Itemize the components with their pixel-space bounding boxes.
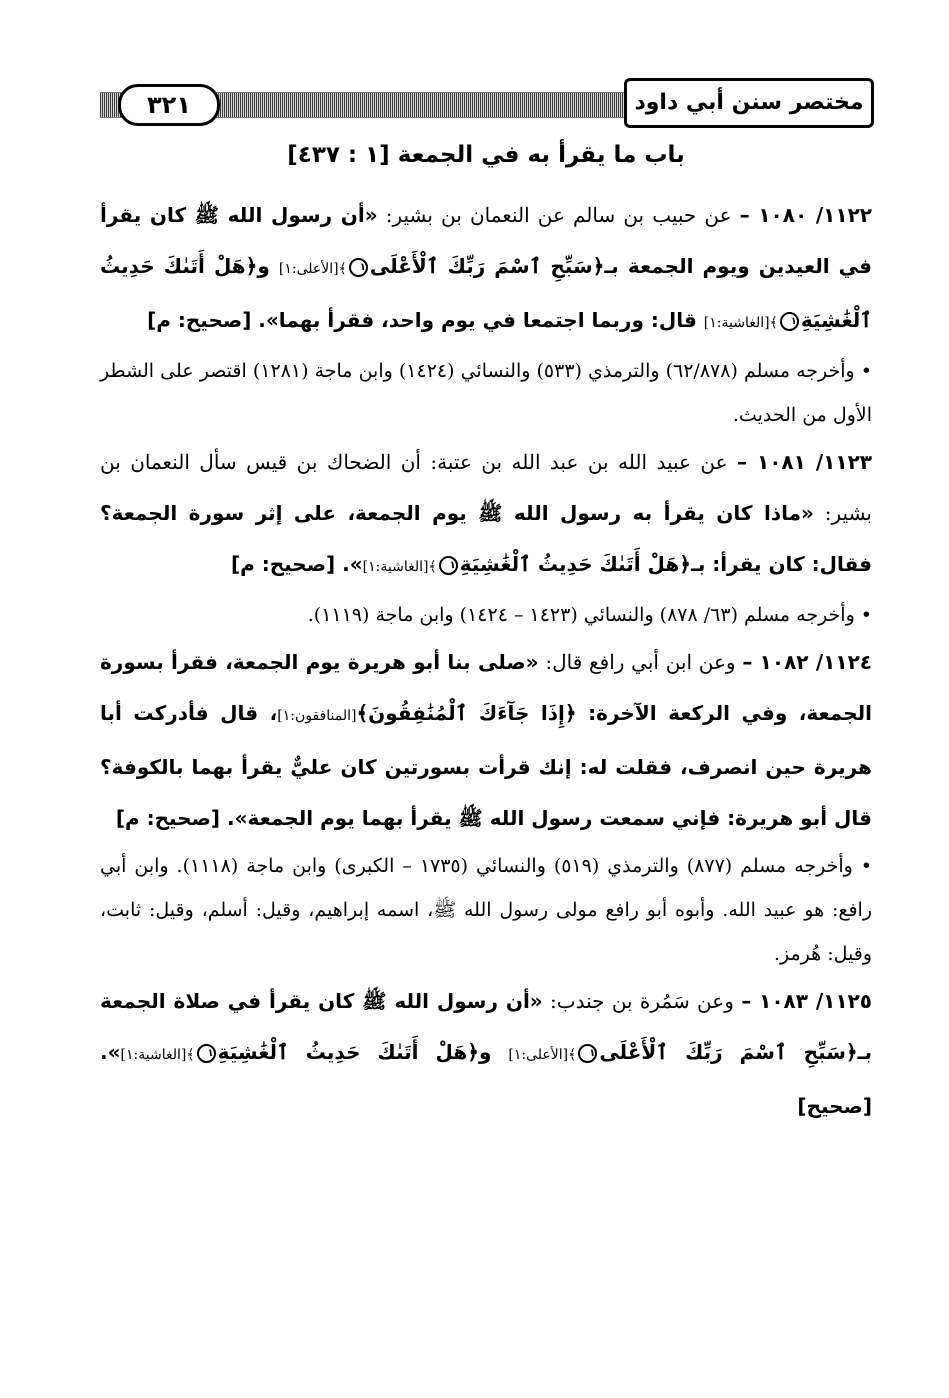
quran-verse: ﴿سَبِّحِ ٱسْمَ رَبِّكَ ٱلْأَعْلَى [599,1040,858,1064]
hadith-chain: وعن سَمُرة بن جندب: [542,989,742,1013]
book-title: مختصر سنن أبي داود [624,78,874,128]
hadith-number: ١١٢٤/ ١٠٨٢ – [742,650,872,674]
quran-verse: ﴿إِذَا جَآءَكَ ٱلْمُنَٰفِقُونَ﴾ [356,701,577,725]
takhrij-note-1123: • وأخرجه مسلم (٦٣/ ٨٧٨) والنسائي (١٤٢٣ – ١٤٢٤) وابن ماجة (١١١٩). [307,604,872,626]
hadith-number: ١١٢٥/ ١٠٨٣ – [741,989,872,1013]
hadith-1123 [100,437,872,593]
hadith-text: ». [صحيح: م] [230,552,363,576]
page-body [100,190,872,1132]
verse-reference: ﴾[الغاشية:١] [120,1047,195,1063]
quran-verse: ﴿سَبِّحِ ٱسْمَ رَبِّكَ ٱلْأَعْلَى [369,254,605,278]
hadith-text: «صلى بنا أبو هريرة يوم الجمعة، فقرأ بسورة الجمعة، وفي الركعة الآخرة: [100,650,872,725]
ayah-marker-icon: ١ [578,1044,597,1063]
hadith-chain: عن عبيد الله بن عبد الله بن عتبة: أن الضحاك بن قيس سأل النعمان بن بشير: [100,450,872,525]
verse-reference: ﴾[الغاشية:١] [362,559,437,575]
hadith-1122 [100,190,872,349]
quran-verse: ﴿هَلْ أَتَىٰكَ حَدِيثُ ٱلْغَٰشِيَةِ [459,552,691,576]
verse-reference: ﴾[الغاشية:١] [703,315,778,331]
verse-reference: ﴾[الأعلى:١] [508,1047,577,1063]
hadith-text: و [257,254,279,278]
hadith-text: قال: وربما اجتمعا في يوم واحد، فقرأ بهما». [صحيح: م] [147,308,704,332]
page-header [100,78,872,132]
chapter-title: باب ما يقرأ به في الجمعة [١ : ٤٣٧] [287,142,685,168]
hadith-text: «أن رسول الله ﷺ كان يقرأ في العيدين ويوم الجمعة بـ [100,203,872,278]
verse-reference: [المنافقون:١] [277,708,357,724]
ayah-marker-icon: ١ [439,556,458,575]
hadith-1124 [100,637,872,844]
takhrij-note-1122: • وأخرجه مسلم (٦٢/٨٧٨) والترمذي (٥٣٣) والنسائي (١٤٢٤) وابن ماجة (١٢٨١) اقتصر على الشطر الأول من الحديث. [100,360,872,426]
hadith-text: «ماذا كان يقرأ به رسول الله ﷺ يوم الجمعة، على إثر سورة الجمعة؟ فقال: كان يقرأ: بـ [100,501,872,576]
hadith-chain: عن حبيب بن سالم عن النعمان بن بشير: [377,203,740,227]
hadith-chain: وعن ابن أبي رافع قال: [538,650,743,674]
quran-verse: ﴿هَلْ أَتَىٰكَ حَدِيثُ ٱلْغَٰشِيَةِ [100,254,872,332]
hadith-1125 [100,976,872,1132]
ayah-marker-icon: ١ [780,312,799,331]
page-number: ٣٢١ [118,84,220,126]
hadith-text: «أن رسول الله ﷺ كان يقرأ في صلاة الجمعة بـ [100,989,873,1064]
hadith-number: ١١٢٢/ ١٠٨٠ – [739,203,872,227]
hadith-text: ، قال فأدركت أبا هريرة حين انصرف، فقلت له: إنك قرأت بسورتين كان عليٌّ يقرأ بهما بالكوفة؟ قال أبو هريرة: فإني سمعت رسول الله ﷺ يقرأ بهما يوم الجمعة». [صحيح: م] [100,701,872,830]
hadith-text: ». [صحيح] [100,1040,872,1118]
hadith-number: ١١٢٣/ ١٠٨١ – [736,450,872,474]
ayah-marker-icon: ١ [197,1044,216,1063]
verse-reference: ﴾[الأعلى:١] [278,261,347,277]
quran-verse: ﴿هَلْ أَتَىٰكَ حَدِيثُ ٱلْغَٰشِيَةِ [217,1040,479,1064]
hadith-text: و [478,1040,509,1064]
takhrij-note-1124: • وأخرجه مسلم (٨٧٧) والترمذي (٥١٩) والنسائي (١٧٣٥ – الكبرى) وابن ماجة (١١١٨). وابن أبي رافع: هو عبيد الله. وأبوه أبو رافع مولى رسول الله ﷺ، اسمه إبراهيم، وقيل: أسلم، وقيل: ثابت، وقيل: هُرمز. [100,855,873,965]
ayah-marker-icon: ١ [349,258,368,277]
